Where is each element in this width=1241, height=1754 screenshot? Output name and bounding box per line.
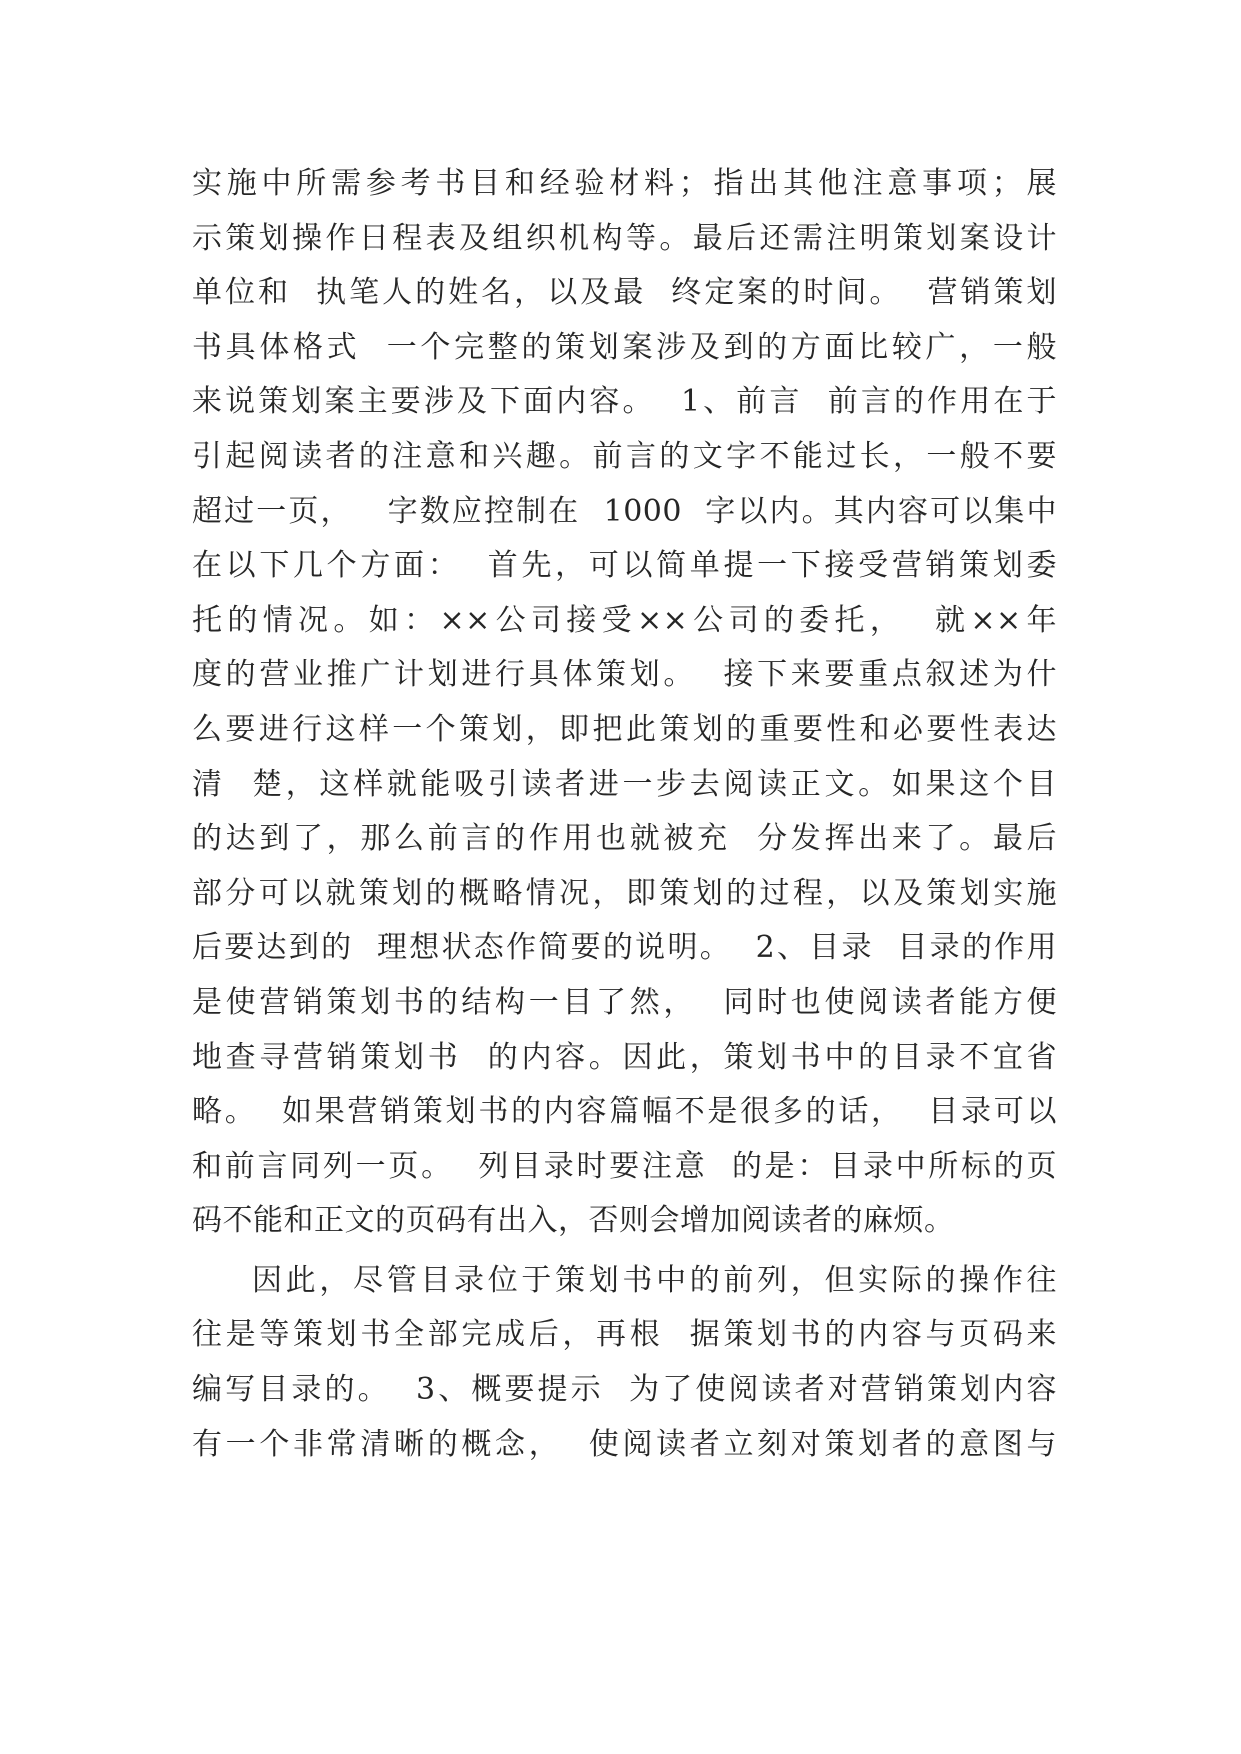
text-line: 因此，尽管目录位于策划书中的前列，但实际的操作往 (252, 1262, 1057, 1298)
text-line: 的达到了，那么前言的作用也就被充 分发挥出来了。最后 (192, 821, 1057, 857)
text-line: 有一个非常清晰的概念， 使阅读者立刻对策划者的意图与 (192, 1426, 1057, 1462)
text-line: 编写目录的。 3、概要提示 为了使阅读者对营销策划内容 (192, 1372, 1057, 1408)
text-line: 和前言同列一页。 列目录时要注意 的是：目录中所标的页 (192, 1148, 1057, 1184)
text-line: 书具体格式 一个完整的策划案涉及到的方面比较广，一般 (192, 329, 1057, 365)
text-line: 超过一页， 字数应控制在 1000 字以内。其内容可以集中 (192, 493, 1057, 529)
text-line: 是使营销策划书的结构一目了然， 同时也使阅读者能方便 (192, 984, 1057, 1020)
text-line: 往是等策划书全部完成后，再根 据策划书的内容与页码来 (192, 1317, 1057, 1353)
text-line: 示策划操作日程表及组织机构等。最后还需注明策划案设计 (192, 220, 1057, 256)
text-line: 略。 如果营销策划书的内容篇幅不是很多的话， 目录可以 (192, 1094, 1057, 1130)
paragraph (192, 1254, 1057, 1472)
text-line: 引起阅读者的注意和兴趣。前言的文字不能过长，一般不要 (192, 438, 1057, 474)
text-line: 清 楚，这样就能吸引读者进一步去阅读正文。如果这个目 (192, 766, 1057, 802)
text-line: 实施中所需参考书目和经验材料；指出其他注意事项；展 (192, 166, 1057, 201)
text-line: 部分可以就策划的概略情况，即策划的过程，以及策划实施 (192, 875, 1057, 911)
text-line: 码不能和正文的页码有出入，否则会增加阅读者的麻烦。 (192, 1203, 955, 1239)
text-line: 来说策划案主要涉及下面内容。 1、前言 前言的作用在于 (192, 384, 1057, 420)
text-line: 托的情况。如：××公司接受××公司的委托， 就××年 (192, 602, 1057, 638)
text-line: 地查寻营销策划书 的内容。因此，策划书中的目录不宜省 (192, 1039, 1057, 1075)
text-line: 在以下几个方面： 首先，可以简单提一下接受营销策划委 (192, 548, 1057, 584)
body-text (192, 157, 1057, 1472)
text-line: 后要达到的 理想状态作简要的说明。 2、目录 目录的作用 (192, 930, 1057, 966)
paragraph (192, 157, 1057, 1249)
text-line: 单位和 执笔人的姓名，以及最 终定案的时间。 营销策划 (192, 275, 1057, 311)
text-line: 么要进行这样一个策划，即把此策划的重要性和必要性表达 (192, 711, 1057, 747)
text-line: 度的营业推广计划进行具体策划。 接下来要重点叙述为什 (192, 657, 1057, 693)
